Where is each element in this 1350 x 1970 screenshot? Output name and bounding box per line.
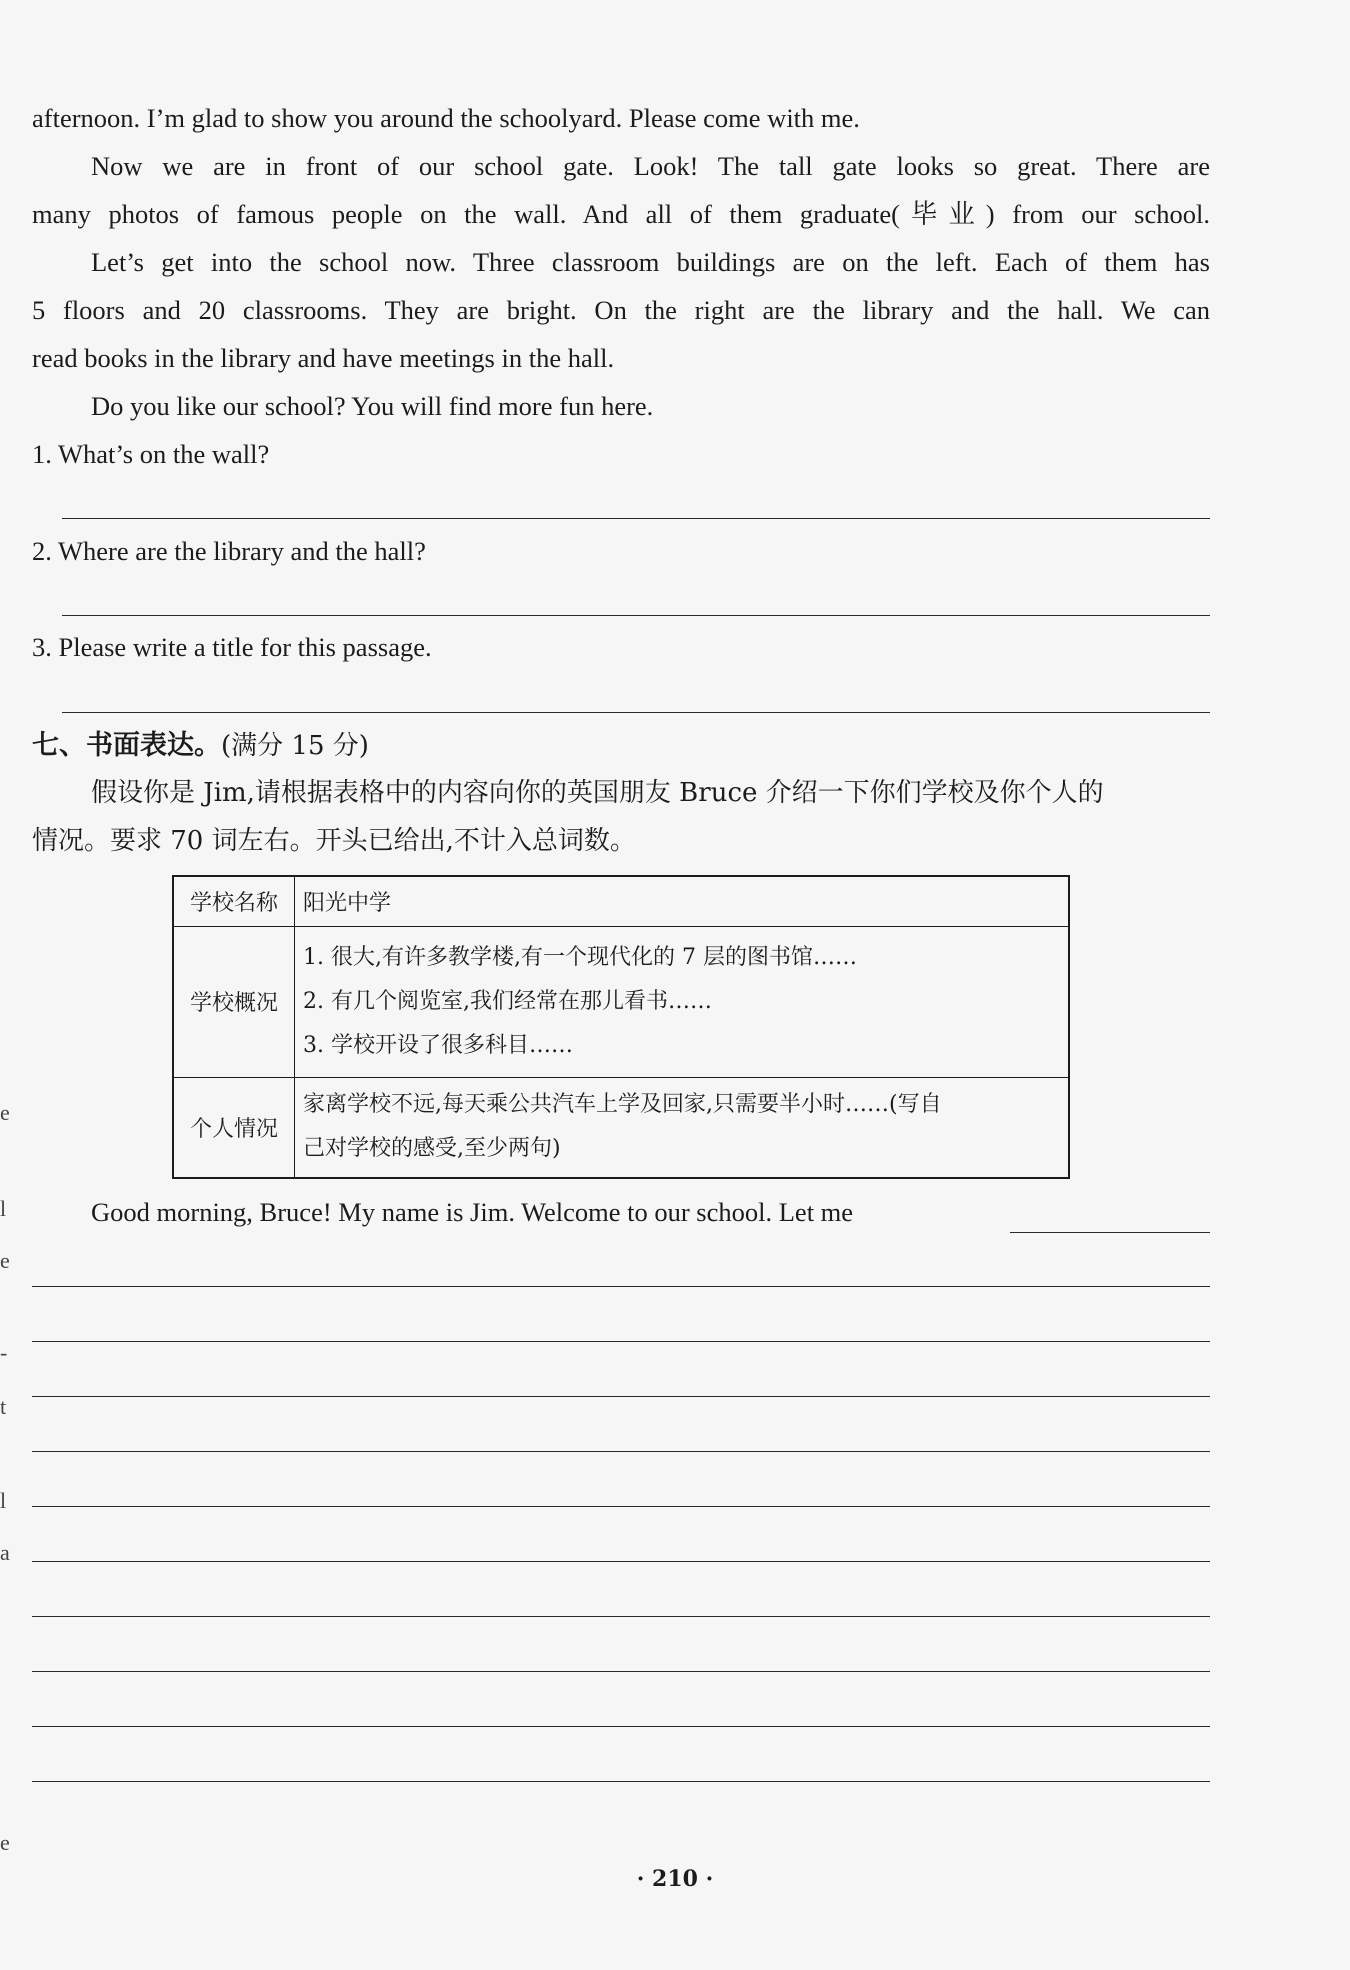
table-value-school-name: 阳光中学 [295, 876, 1070, 926]
margin-mark: - [0, 1340, 8, 1365]
table-row [173, 876, 1069, 926]
answer-line-2[interactable] [62, 615, 1210, 616]
passage-line-7: Do you like our school? You will find more fun here. [91, 391, 654, 421]
essay-opening: Good morning, Bruce! My name is Jim. Welcome to our school. Let me [91, 1197, 854, 1227]
table-value-school-overview [295, 926, 1070, 1077]
section-title [32, 726, 369, 766]
personal-line-2: 己对学校的感受,至少两句) [303, 1136, 561, 1162]
table-label-school-overview: 学校概况 [173, 926, 295, 1077]
question-3: 3. Please write a title for this passage. [32, 632, 432, 662]
passage-line-4: Let’s get into the school now. Three classroom buildings are on the left. Each of them has [91, 247, 1210, 277]
passage-line-3: many photos of famous people on the wall. And all of them graduate(毕业) from our school. [32, 199, 1210, 229]
writing-line[interactable] [32, 1616, 1210, 1617]
section-title-heading: 七、书面表达。 [32, 730, 221, 761]
writing-line[interactable] [32, 1451, 1210, 1452]
table-label-personal: 个人情况 [173, 1077, 295, 1178]
table-row [173, 1077, 1069, 1178]
essay-blank[interactable] [1010, 1232, 1210, 1233]
writing-line[interactable] [32, 1726, 1210, 1727]
section-title-score: (满分 15 分) [221, 731, 369, 761]
margin-mark: e [0, 1100, 10, 1125]
answer-line-3[interactable] [62, 712, 1210, 713]
passage-line-1: afternoon. I’m glad to show you around the schoolyard. Please come with me. [32, 103, 860, 133]
margin-mark: e [0, 1830, 10, 1855]
personal-line-1: 家离学校不远,每天乘公共汽车上学及回家,只需要半小时……(写自 [303, 1092, 942, 1118]
overview-item: 1. 很大,有许多教学楼,有一个现代化的 7 层的图书馆…… [303, 944, 857, 970]
passage-line-5: 5 floors and 20 classrooms. They are bright. On the right are the library and the hall. We can [32, 295, 1210, 325]
writing-line[interactable] [32, 1781, 1210, 1782]
question-2: 2. Where are the library and the hall? [32, 536, 426, 566]
writing-line[interactable] [32, 1286, 1210, 1287]
question-1: 1. What’s on the wall? [32, 439, 270, 469]
page-number: · 210 · [636, 1866, 714, 1892]
overview-item: 2. 有几个阅览室,我们经常在那儿看书…… [303, 988, 712, 1014]
margin-mark: l [0, 1196, 7, 1221]
margin-mark: e [0, 1248, 10, 1273]
instruction-line-1: 假设你是 Jim,请根据表格中的内容向你的英国朋友 Bruce 介绍一下你们学校及你个人的 [91, 778, 1104, 808]
passage-line-6: read books in the library and have meetings in the hall. [32, 343, 615, 373]
instruction-line-2: 情况。要求 70 词左右。开头已给出,不计入总词数。 [32, 826, 636, 856]
table-row [173, 926, 1069, 1077]
table-label-school-name: 学校名称 [173, 876, 295, 926]
table-value-personal [295, 1077, 1070, 1178]
overview-item: 3. 学校开设了很多科目…… [303, 1032, 573, 1058]
writing-line[interactable] [32, 1671, 1210, 1672]
margin-mark: t [0, 1394, 7, 1419]
writing-line[interactable] [32, 1561, 1210, 1562]
writing-line[interactable] [32, 1341, 1210, 1342]
writing-line[interactable] [32, 1506, 1210, 1507]
writing-line[interactable] [32, 1396, 1210, 1397]
margin-mark: a [0, 1540, 10, 1565]
margin-mark: l [0, 1488, 7, 1513]
info-table [172, 875, 1070, 1179]
answer-line-1[interactable] [62, 518, 1210, 519]
passage-line-2: Now we are in front of our school gate. Look! The tall gate looks so great. There are [91, 151, 1210, 181]
